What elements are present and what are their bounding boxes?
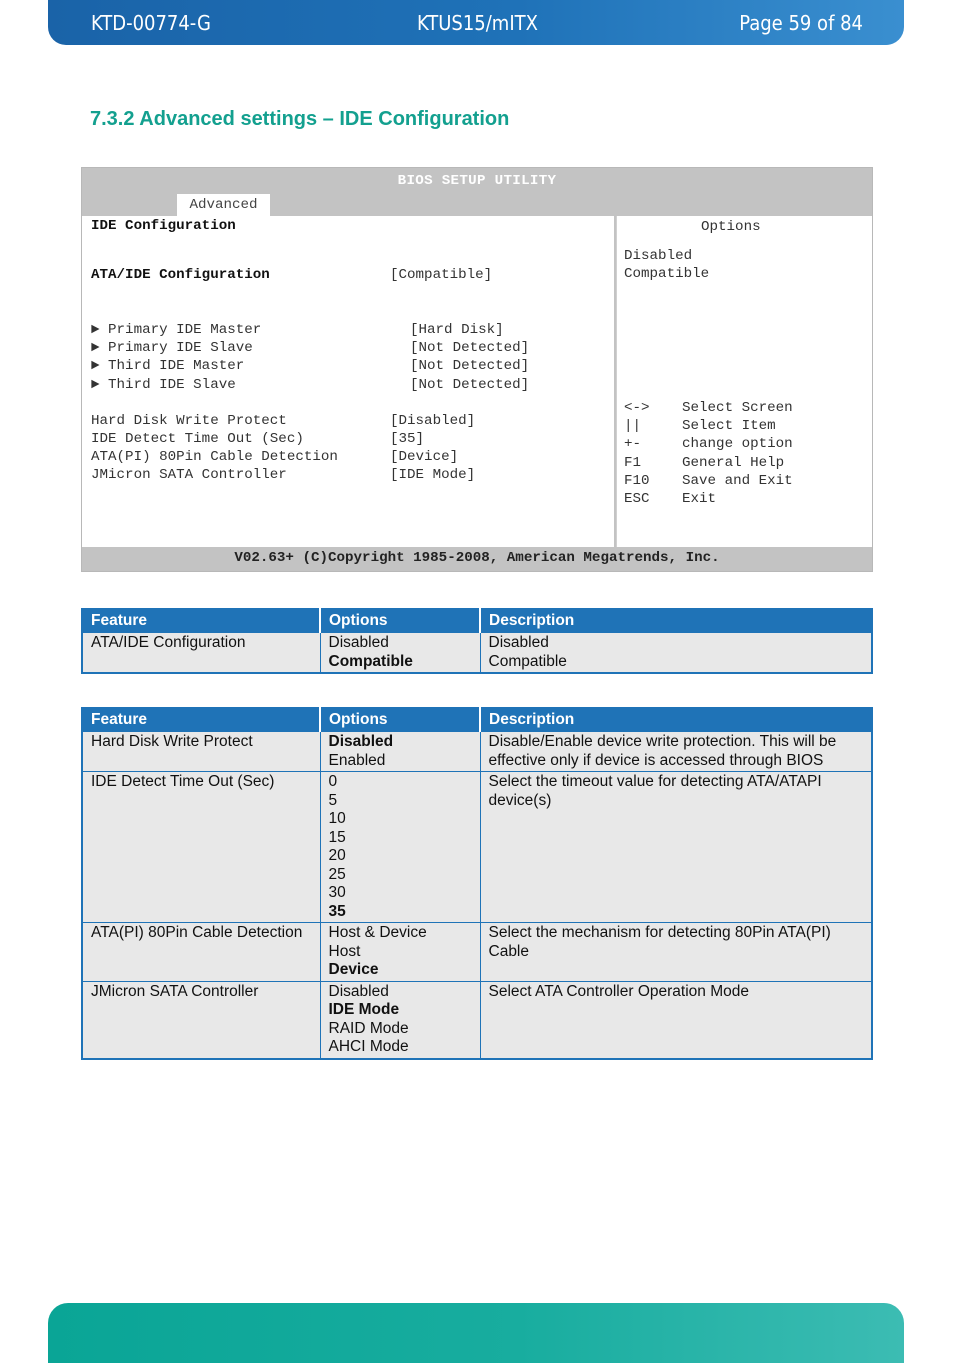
option-value: AHCI Mode <box>328 1038 409 1055</box>
bios-setting-label[interactable]: JMicron SATA Controller <box>91 467 287 483</box>
key-action: Select Item <box>682 418 776 434</box>
feature-table-ide <box>81 707 873 1060</box>
bios-submenu-value: [Hard Disk] <box>410 322 504 338</box>
bios-submenu-item[interactable]: ► Third IDE Slave <box>91 377 236 393</box>
column-header-description: Description <box>480 609 872 633</box>
option-value: 0 <box>328 773 338 790</box>
document-id: KTD-00774-G <box>91 11 211 35</box>
option-item[interactable]: Disabled <box>624 248 693 264</box>
bios-submenu-value: [Not Detected] <box>410 377 530 393</box>
column-header-feature: Feature <box>82 609 320 633</box>
default-option-value: Compatible <box>328 652 413 670</box>
key-name: +- <box>624 436 642 452</box>
key-action: change option <box>682 436 793 452</box>
option-value: Disabled <box>328 982 389 1000</box>
options-cell <box>320 772 480 923</box>
description-line: Disabled <box>488 634 549 651</box>
bios-screen <box>81 167 873 572</box>
default-option-value: IDE Mode <box>328 1001 400 1018</box>
page-number: Page 59 of 84 <box>739 11 863 35</box>
feature-cell: IDE Detect Time Out (Sec) <box>82 772 320 923</box>
default-option-value: Disabled <box>328 733 394 750</box>
key-name: || <box>624 418 642 434</box>
option-value: 20 <box>328 847 346 864</box>
key-name: F10 <box>624 473 650 489</box>
column-header-description: Description <box>480 708 872 732</box>
bios-heading: IDE Configuration <box>91 218 236 234</box>
table-row <box>82 923 872 982</box>
key-action: Save and Exit <box>682 473 793 489</box>
table-row <box>82 732 872 772</box>
bios-item-ata-label[interactable]: ATA/IDE Configuration <box>91 267 270 283</box>
feature-table-ata <box>81 608 873 674</box>
option-value: 10 <box>328 810 346 827</box>
option-value: 25 <box>328 865 346 883</box>
bios-submenu-value: [Not Detected] <box>410 358 530 374</box>
description-cell: Select ATA Controller Operation Mode <box>480 981 872 1059</box>
feature-cell: JMicron SATA Controller <box>82 981 320 1059</box>
options-cell <box>320 633 480 674</box>
bios-setting-value[interactable]: [IDE Mode] <box>390 467 476 483</box>
bios-tab-row <box>82 194 872 216</box>
section-title: 7.3.2 Advanced settings – IDE Configuration <box>90 108 510 130</box>
bios-item-ata-value[interactable]: [Compatible] <box>390 267 493 283</box>
tab-advanced[interactable]: Advanced <box>177 194 270 216</box>
product-name: KTUS15/mITX <box>417 11 538 35</box>
table-row <box>82 633 872 674</box>
bios-submenu-item[interactable]: ► Primary IDE Slave <box>91 340 253 356</box>
options-cell <box>320 732 480 772</box>
feature-cell: Hard Disk Write Protect <box>82 732 320 772</box>
page-footer-bar <box>48 1303 904 1363</box>
options-title: Options <box>701 219 761 235</box>
bios-setting-value[interactable]: [Device] <box>390 449 459 465</box>
key-name: F1 <box>624 455 642 471</box>
page-header <box>48 0 904 45</box>
options-cell <box>320 923 480 982</box>
key-action: Exit <box>682 491 717 507</box>
bios-setting-value[interactable]: [Disabled] <box>390 413 476 429</box>
description-cell: Select the mechanism for detecting 80Pin ATA(PI) Cable <box>480 923 872 982</box>
bios-setting-label[interactable]: Hard Disk Write Protect <box>91 413 287 429</box>
description-cell <box>480 633 872 674</box>
key-name: ESC <box>624 491 650 507</box>
table-row <box>82 772 872 923</box>
description-cell: Select the timeout value for detecting ATA/ATAPI device(s) <box>480 772 872 923</box>
default-option-value: Device <box>328 961 379 978</box>
table-row <box>82 981 872 1059</box>
options-cell <box>320 981 480 1059</box>
feature-cell: ATA(PI) 80Pin Cable Detection <box>82 923 320 982</box>
description-cell: Disable/Enable device write protection. This will be effective only if device is accessed through BIOS <box>480 732 872 772</box>
bios-copyright: V02.63+ (C)Copyright 1985-2008, American Megatrends, Inc. <box>82 547 872 571</box>
key-action: Select Screen <box>682 400 793 416</box>
bios-help-panel <box>616 216 872 548</box>
option-value: Host <box>328 942 361 960</box>
bios-title: BIOS SETUP UTILITY <box>82 168 872 194</box>
bios-submenu-item[interactable]: ► Third IDE Master <box>91 358 245 374</box>
option-value: 15 <box>328 828 346 846</box>
description-line: Compatible <box>488 652 567 670</box>
column-header-feature: Feature <box>82 708 320 732</box>
key-action: General Help <box>682 455 785 471</box>
default-option-value: 35 <box>328 902 346 920</box>
option-value: 5 <box>328 791 338 809</box>
option-value: Disabled <box>328 634 389 651</box>
column-header-options: Options <box>320 708 480 732</box>
bios-submenu-value: [Not Detected] <box>410 340 530 356</box>
bios-setting-label[interactable]: ATA(PI) 80Pin Cable Detection <box>91 449 338 465</box>
key-name: <-> <box>624 400 650 416</box>
option-value: Host & Device <box>328 924 427 941</box>
option-value: Enabled <box>328 751 386 769</box>
bios-submenu-item[interactable]: ► Primary IDE Master <box>91 322 262 338</box>
option-value: 30 <box>328 884 346 901</box>
column-header-options: Options <box>320 609 480 633</box>
feature-cell: ATA/IDE Configuration <box>82 633 320 674</box>
bios-setting-value[interactable]: [35] <box>390 431 425 447</box>
option-value: RAID Mode <box>328 1019 409 1037</box>
option-item[interactable]: Compatible <box>624 266 710 282</box>
bios-main-panel <box>82 216 616 548</box>
bios-setting-label[interactable]: IDE Detect Time Out (Sec) <box>91 431 304 447</box>
